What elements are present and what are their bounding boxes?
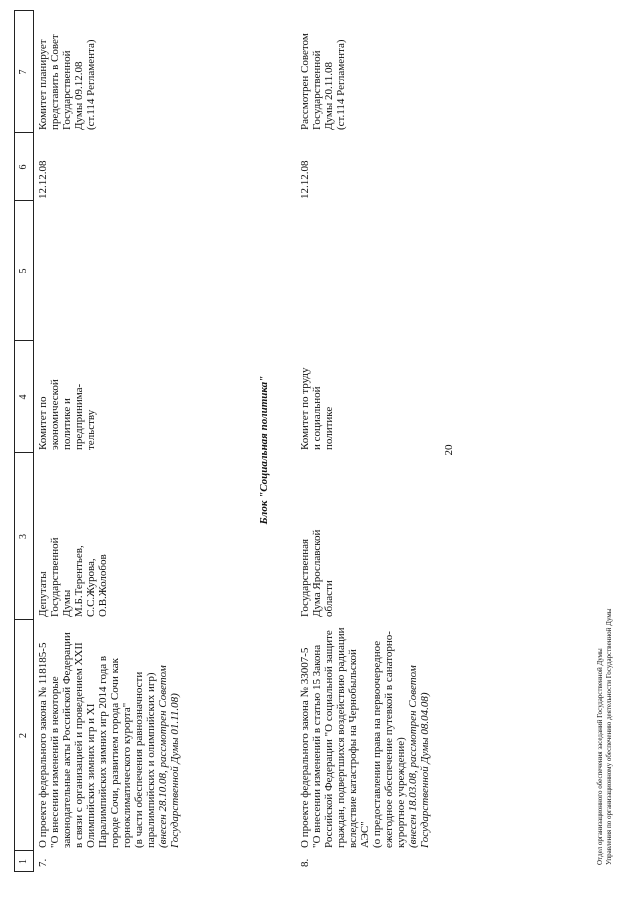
footer-line: Отдел организационного обеспечения заседаний Государственной Думы <box>596 648 604 865</box>
column-header-2: 2 <box>18 733 29 738</box>
column-header-3: 3 <box>18 534 29 539</box>
row-number: 8. <box>299 858 311 867</box>
bill-note: Государственной Думы 01.11.08) <box>169 693 181 848</box>
page-footer <box>596 609 614 865</box>
bill-author: Депутаты Государственной Думы М.Б.Терентьев, С.С.Журова, О.В.Жолобов <box>37 537 109 617</box>
page-number: 20 <box>443 444 455 456</box>
bill-author: Государственная Дума Ярославской области <box>299 529 335 617</box>
block-heading: Блок "Социальная политика" <box>258 375 270 525</box>
column-header-1: 1 <box>18 859 29 864</box>
column-header-4: 4 <box>18 394 29 400</box>
table-header-rule <box>33 10 34 872</box>
column-header-6: 6 <box>18 164 29 170</box>
responsible-committee: Комитет по труду и социальной политике <box>299 367 335 450</box>
footer-line: Управления по организационному обеспечению деятельности Государственной Думы <box>605 608 613 865</box>
bill-note: Государственной Думы 08.04.08) <box>419 692 431 848</box>
column-header-7: 7 <box>18 69 29 75</box>
column-header-5: 5 <box>18 268 29 274</box>
bill-status: Рассмотрен Советом Государственной Думы 20.11.08 (ст.114 Регламента) <box>299 33 347 130</box>
bill-note: (внесен 28.10.08, рассмотрен Советом <box>157 665 169 848</box>
bill-status: Комитет планирует представить в Совет Государственной Думы 09.12.08 (ст.114 Регламента) <box>37 34 97 130</box>
table-top-rule <box>14 10 15 872</box>
row-number: 7. <box>37 858 49 867</box>
bill-description: О проекте федерального закона № 118185-5 "О внесении изменений в некоторые законодательные акты Российской Федерации в связи с организацией и проведением XXII Олимпийских зимних игр и XI Паралимпийских зимних игр 2014 года в городе Сочи, развитием города Сочи как горноклиматического курорта" (в части обеспечения равнозначности паралимпийских и олимпийских игр) (внесен 28.10.08, рассмотрен Советом Государственной Думы 01.11.08) <box>37 632 181 848</box>
review-date: 12.12.08 <box>37 160 49 199</box>
review-date: 12.12.08 <box>299 160 311 199</box>
responsible-committee: Комитет по экономической политике и предпринима- тельству <box>37 379 97 450</box>
bill-note: (внесен 18.03.08, рассмотрен Советом <box>407 665 419 848</box>
bill-description: О проекте федерального закона № 33007-5 "О внесении изменений в статью 15 Закона Российской Федерации "О социальной защите граждан, подвергшихся воздействию радиации вследствие катастрофы на Чернобыльской АЭС" (о предоставлении права на первоочередное ежегодное обеспечение путевкой в санаторно- курортное учреждение) (внесен 18.03.08, рассмотрен Советом Государственной Думы 08.04.08) <box>299 627 431 848</box>
